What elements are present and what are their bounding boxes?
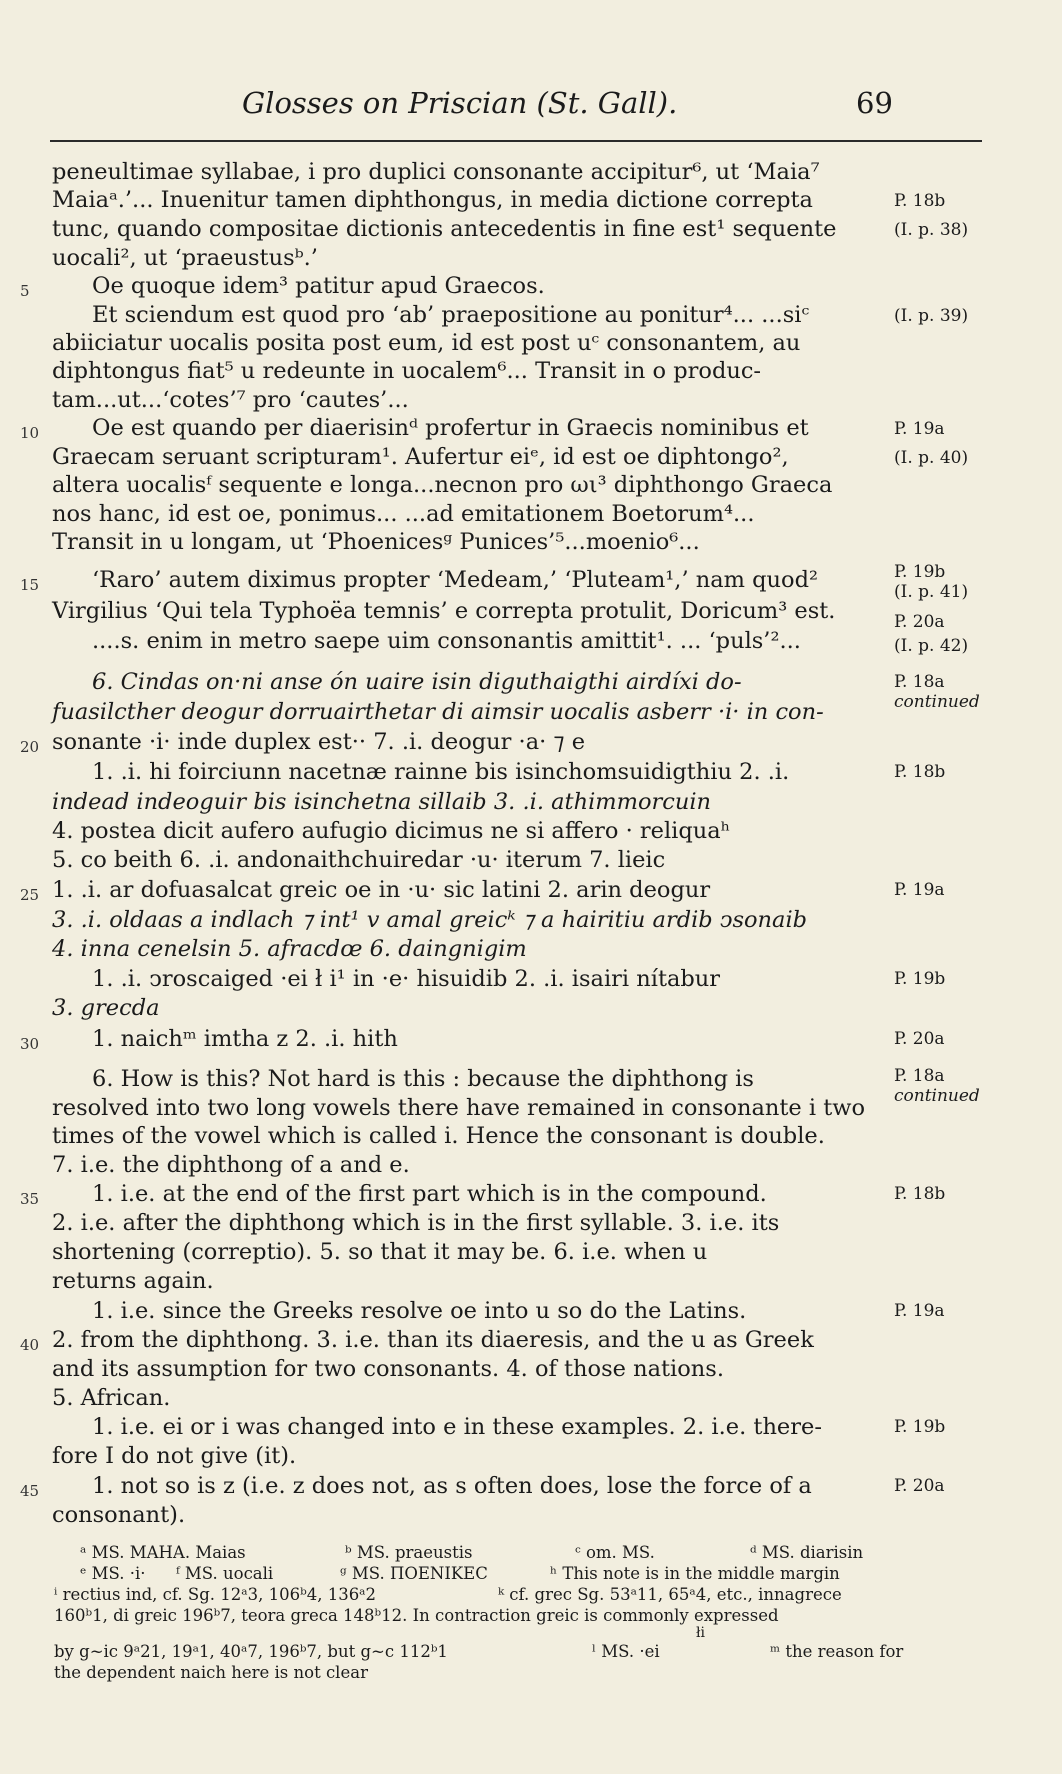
text-line: ‘Raro’ autem diximus propter ‘Medeam,’ ‘Pluteam¹,’ nam quod² bbox=[92, 567, 819, 593]
line-number: 5 bbox=[20, 282, 30, 300]
text-line: 6. Cindas on·ni anse ón uaire isin diguthaigthi airdíxi do- bbox=[92, 669, 742, 695]
margin-ref: continued bbox=[894, 1086, 980, 1106]
text-line: Oe quoque idem³ patitur apud Graecos. bbox=[92, 273, 545, 299]
footnote: ᵇ MS. praeustis bbox=[345, 1543, 473, 1562]
margin-ref: (I. p. 39) bbox=[894, 306, 969, 326]
text-line: Transit in u longam, ut ‘Phoenicesᵍ Punices’⁵...moenio⁶... bbox=[52, 529, 700, 555]
margin-ref: P. 18b bbox=[894, 762, 946, 782]
footnote: ᶠ MS. uocali bbox=[176, 1564, 274, 1583]
margin-ref: (I. p. 40) bbox=[894, 448, 969, 468]
footnote: ˡ MS. ·ei bbox=[592, 1642, 660, 1661]
text-line: 3. .i. oldaas a indlach ⁊ int¹ v amal greicᵏ ⁊ a hairitiu ardib ↄsonaib bbox=[52, 907, 808, 933]
text-line: 1. naichᵐ imtha z 2. .i. hith bbox=[92, 1026, 398, 1052]
page-number: 69 bbox=[856, 86, 893, 120]
text-line: 4. inna cenelsin 5. afracdœ 6. daingnigim bbox=[52, 936, 527, 962]
margin-ref: P. 18b bbox=[894, 191, 946, 211]
margin-ref: P. 18a bbox=[894, 672, 945, 692]
margin-ref: P. 19a bbox=[894, 419, 945, 439]
margin-ref: P. 19a bbox=[894, 1301, 945, 1321]
text-line: 1. i.e. ei or i was changed into e in these examples. 2. i.e. there- bbox=[92, 1414, 822, 1440]
margin-ref: P. 19b bbox=[894, 562, 946, 582]
margin-ref: P. 18b bbox=[894, 1184, 946, 1204]
text-line: Graecam seruant scripturam¹. Aufertur eiᵉ, id est oe diphtongo², bbox=[52, 444, 789, 470]
text-line: and its assumption for two consonants. 4. of those nations. bbox=[52, 1356, 724, 1382]
text-line: 5. African. bbox=[52, 1385, 171, 1411]
margin-ref: P. 20a bbox=[894, 612, 945, 632]
text-line: returns again. bbox=[52, 1268, 214, 1294]
text-line: 1. i.e. since the Greeks resolve oe into u so do the Latins. bbox=[92, 1298, 747, 1324]
footnote: ᵉ MS. ·i· bbox=[80, 1564, 146, 1583]
margin-ref: continued bbox=[894, 692, 980, 712]
text-line: Virgilius ‘Qui tela Typhoëa temnis’ e correpta protulit, Doricum³ est. bbox=[52, 598, 836, 624]
footnote: 160ᵇ1, di greic 196ᵇ7, teora greca 148ᵇ12. In contraction greic is commonly expressed bbox=[54, 1606, 779, 1625]
text-line: abiiciatur uocalis posita post eum, id est post uᶜ consonantem, au bbox=[52, 330, 801, 356]
text-line: nos hanc, id est oe, ponimus... ...ad emitationem Boetorum⁴... bbox=[52, 501, 755, 527]
footnote: łi bbox=[696, 1625, 706, 1641]
margin-ref: P. 20a bbox=[894, 1029, 945, 1049]
text-line: 1. i.e. at the end of the first part which is in the compound. bbox=[92, 1181, 767, 1207]
text-line: 1. .i. ar dofuasalcat greic oe in ·u· sic latini 2. arin deogur bbox=[52, 877, 711, 903]
text-line: fuasilcther deogur dorruairthetar di aimsir uocalis asberr ·i· in con- bbox=[52, 699, 824, 725]
text-line: 2. from the diphthong. 3. i.e. than its diaeresis, and the u as Greek bbox=[52, 1327, 814, 1353]
text-line: 1. .i. ↄroscaiged ·ei ł i¹ in ·e· hisuidib 2. .i. isairi nítabur bbox=[92, 966, 721, 992]
line-number: 10 bbox=[20, 424, 40, 442]
margin-ref: P. 19a bbox=[894, 880, 945, 900]
footnote: by g~ic 9ᵃ21, 19ᵃ1, 40ᵃ7, 196ᵇ7, but g~c 112ᵇ1 bbox=[54, 1642, 448, 1661]
footnote: ⁱ rectius ind, cf. Sg. 12ᵃ3, 106ᵇ4, 136ᵃ2 bbox=[54, 1585, 377, 1604]
footnote: the dependent naich here is not clear bbox=[54, 1663, 368, 1682]
text-line: tam...ut...‘cotes’⁷ pro ‘cautes’... bbox=[52, 387, 409, 413]
line-number: 35 bbox=[20, 1190, 40, 1208]
text-line: sonante ·i· inde duplex est·· 7. .i. deogur ·a· ⁊ e bbox=[52, 729, 586, 755]
margin-ref: P. 19b bbox=[894, 1417, 946, 1437]
text-line: consonant). bbox=[52, 1502, 186, 1528]
text-line: tunc, quando compositae dictionis antecedentis in fine est¹ sequente bbox=[52, 216, 837, 242]
text-line: resolved into two long vowels there have remained in consonante i two bbox=[52, 1095, 866, 1121]
text-line: Maiaᵃ.’... Inuenitur tamen diphthongus, in media dictione correpta bbox=[52, 187, 813, 213]
running-title: Glosses on Priscian (St. Gall). bbox=[242, 86, 678, 120]
text-line: 3. grecda bbox=[52, 995, 160, 1021]
footnote: ᶜ om. MS. bbox=[575, 1543, 655, 1562]
text-line: 1. not so is z (i.e. z does not, as s often does, lose the force of a bbox=[92, 1473, 812, 1499]
text-line: fore I do not give (it). bbox=[52, 1443, 297, 1469]
line-number: 45 bbox=[20, 1482, 40, 1500]
text-line: uocali², ut ‘praeustusᵇ.’ bbox=[52, 245, 318, 271]
text-line: 4. postea dicit aufero aufugio dicimus ne si affero · reliquaʰ bbox=[52, 818, 731, 844]
margin-ref: (I. p. 42) bbox=[894, 636, 969, 656]
footnote: ᵈ MS. diarisin bbox=[750, 1543, 864, 1562]
margin-ref: P. 19b bbox=[894, 969, 946, 989]
line-number: 30 bbox=[20, 1035, 40, 1053]
text-line: 1. .i. hi foirciunn nacetnæ rainne bis isinchomsuidigthiu 2. .i. bbox=[92, 759, 790, 785]
text-line: diphtongus fiat⁵ u redeunte in uocalem⁶... Transit in o produc- bbox=[52, 358, 762, 384]
text-line: times of the vowel which is called i. Hence the consonant is double. bbox=[52, 1123, 825, 1149]
text-line: Oe est quando per diaerisinᵈ profertur in Graecis nominibus et bbox=[92, 415, 809, 441]
text-line: Et sciendum est quod pro ‘ab’ praepositione au ponitur⁴... ...siᶜ bbox=[92, 302, 810, 328]
line-number: 40 bbox=[20, 1336, 40, 1354]
margin-ref: (I. p. 38) bbox=[894, 220, 969, 240]
footnote: ʰ This note is in the middle margin bbox=[550, 1564, 840, 1583]
footnote: ᵐ the reason for bbox=[770, 1642, 904, 1661]
text-line: peneultimae syllabae, i pro duplici consonante accipitur⁶, ut ‘Maia⁷ bbox=[52, 159, 820, 185]
text-line: 6. How is this? Not hard is this : because the diphthong is bbox=[92, 1066, 754, 1092]
text-line: ....s. enim in metro saepe uim consonantis amittit¹. ... ‘puls’²... bbox=[92, 628, 801, 654]
text-line: shortening (correptio). 5. so that it may be. 6. i.e. when u bbox=[52, 1239, 708, 1265]
margin-ref: P. 18a bbox=[894, 1066, 945, 1086]
text-line: 2. i.e. after the diphthong which is in the first syllable. 3. i.e. its bbox=[52, 1210, 780, 1236]
text-line: indead indeoguir bis isinchetna sillaib 3. .i. athimmorcuin bbox=[52, 789, 712, 815]
text-line: 7. i.e. the diphthong of a and e. bbox=[52, 1152, 410, 1178]
margin-ref: P. 20a bbox=[894, 1476, 945, 1496]
footnote: ᵃ MS. MAHA. Maias bbox=[80, 1543, 246, 1562]
line-number: 15 bbox=[20, 576, 40, 594]
line-number: 25 bbox=[20, 886, 40, 904]
margin-ref: (I. p. 41) bbox=[894, 582, 969, 602]
text-line: 5. co beith 6. .i. andonaithchuiredar ·u· iterum 7. lieic bbox=[52, 847, 666, 873]
text-line: altera uocalisᶠ sequente e longa...necnon pro ωι³ diphthongo Graeca bbox=[52, 472, 833, 498]
page-header bbox=[0, 86, 1062, 126]
line-number: 20 bbox=[20, 738, 40, 756]
footnote: ᵍ MS. ΠΟΕΝΙΚΕC bbox=[340, 1564, 488, 1583]
header-rule bbox=[50, 140, 982, 142]
footnote: ᵏ cf. grec Sg. 53ᵃ11, 65ᵃ4, etc., innagrece bbox=[498, 1585, 842, 1604]
